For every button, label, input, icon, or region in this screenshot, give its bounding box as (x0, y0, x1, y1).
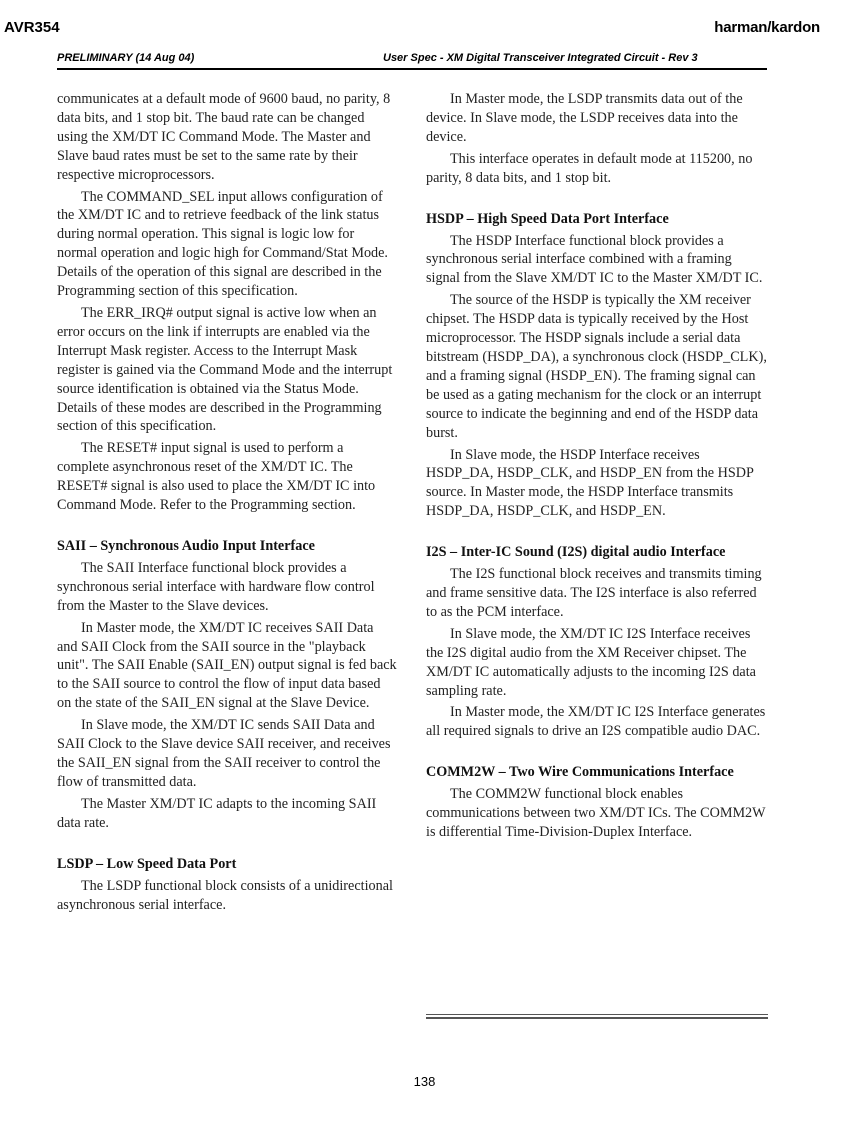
paragraph: The COMM2W functional block enables communications between two XM/DT ICs. The COMM2W is differential Time-Division-Duplex Interface. (426, 786, 766, 841)
brand-logo: harman/kardon (714, 19, 820, 36)
section-heading-saii: SAII – Synchronous Audio Input Interface (57, 537, 315, 554)
paragraph: The source of the HSDP is typically the XM receiver chipset. The HSDP data is typically received by the Host microprocessor. The HSDP signals include a serial data bitstream (HSDP_DA), a synchronous clock (HSDP_CLK), and a framing signal (HSDP_EN). The framing signal can be used as a gating mechanism for the clock or an interrupt source to indicate the beginning and end of the HSDP data burst. (426, 292, 767, 441)
paragraph: This interface operates in default mode at 115200, no parity, 8 data bits, and 1 stop bit. (426, 150, 753, 186)
paragraph: In Slave mode, the HSDP Interface receives HSDP_DA, HSDP_CLK, and HSDP_EN from the HSDP source. In Master mode, the HSDP Interface transmits HSDP_DA, HSDP_CLK, and HSDP_EN. (426, 446, 754, 520)
paragraph: The Master XM/DT IC adapts to the incoming SAII data rate. (57, 795, 377, 831)
paragraph: The HSDP Interface functional block provides a synchronous serial interface combined with a framing signal from the Slave XM/DT IC to the Master XM/DT IC. (426, 232, 763, 287)
footer-divider (426, 1014, 768, 1015)
paragraph: The LSDP functional block consists of a unidirectional asynchronous serial interface. (57, 877, 393, 913)
paragraph: communicates at a default mode of 9600 baud, no parity, 8 data bits, and 1 stop bit. The baud rate can be changed using the XM/DT IC Command Mode. The Master and Slave baud rates must be set to the same rate by their respective microprocessors. (57, 91, 391, 183)
page-number: 138 (413, 1074, 436, 1089)
footer-divider-thick (426, 1017, 768, 1019)
section-heading-i2s: I2S – Inter-IC Sound (I2S) digital audio Interface (426, 544, 726, 561)
section-heading-comm2w: COMM2W – Two Wire Communications Interface (426, 764, 734, 781)
paragraph: In Master mode, the LSDP transmits data out of the device. In Slave mode, the LSDP receives data into the device. (426, 91, 743, 145)
section-heading-hsdp: HSDP – High Speed Data Port Interface (426, 210, 669, 227)
paragraph: The RESET# input signal is used to perform a complete asynchronous reset of the XM/DT IC. The RESET# signal is also used to place the XM/DT IC into Command Mode. Refer to the Programming section. (57, 440, 376, 514)
paragraph: The ERR_IRQ# output signal is active low when an error occurs on the link if interrupts are enabled via the Interrupt Mask register. Access to the Interrupt Mask register is gained via the Command Mode and the interrupt source identification is obtained via the Status Mode. Details of these modes are described in the Programming section of this specification. (57, 304, 393, 435)
document-status: PRELIMINARY (14 Aug 04) (57, 52, 195, 64)
document-code: AVR354 (4, 19, 60, 36)
paragraph: In Slave mode, the XM/DT IC sends SAII Data and SAII Clock to the Slave device SAII receiver, and receives the SAII_EN signal from the SAII receiver to control the flow of transmitted data. (57, 717, 391, 790)
right-column (426, 90, 768, 845)
paragraph: In Master mode, the XM/DT IC I2S Interface generates all required signals to drive an I2S compatible audio DAC. (426, 704, 766, 740)
paragraph: The COMMAND_SEL input allows configuration of the XM/DT IC and to retrieve feedback of the link status during normal operation. This signal is logic low for normal operation and logic high for Command/Stat Mode. Details of the operation of this signal are described in the Programming section of this specification. (57, 188, 388, 300)
paragraph: In Master mode, the XM/DT IC receives SAII Data and SAII Clock from the SAII source in the "playback unit". The SAII Enable (SAII_EN) output signal is fed back to the SAII source to control the flow of input data based on the state of the SAII_EN signal at the Slave Device. (57, 619, 397, 712)
paragraph: The I2S functional block receives and transmits timing and frame sensitive data. The I2S interface is also referred to as the PCM interface. (426, 566, 762, 620)
spec-title: User Spec - XM Digital Transceiver Integrated Circuit - Rev 3 (383, 52, 698, 64)
section-heading-lsdp: LSDP – Low Speed Data Port (57, 855, 237, 872)
header-divider (57, 68, 767, 70)
paragraph: In Slave mode, the XM/DT IC I2S Interface receives the I2S digital audio from the XM Receiver chipset. The XM/DT IC automatically adjusts to the incoming I2S data sampling rate. (426, 625, 756, 699)
paragraph: The SAII Interface functional block provides a synchronous serial interface with hardware flow control from the Master to the Slave devices. (57, 559, 375, 614)
left-column (57, 90, 397, 917)
